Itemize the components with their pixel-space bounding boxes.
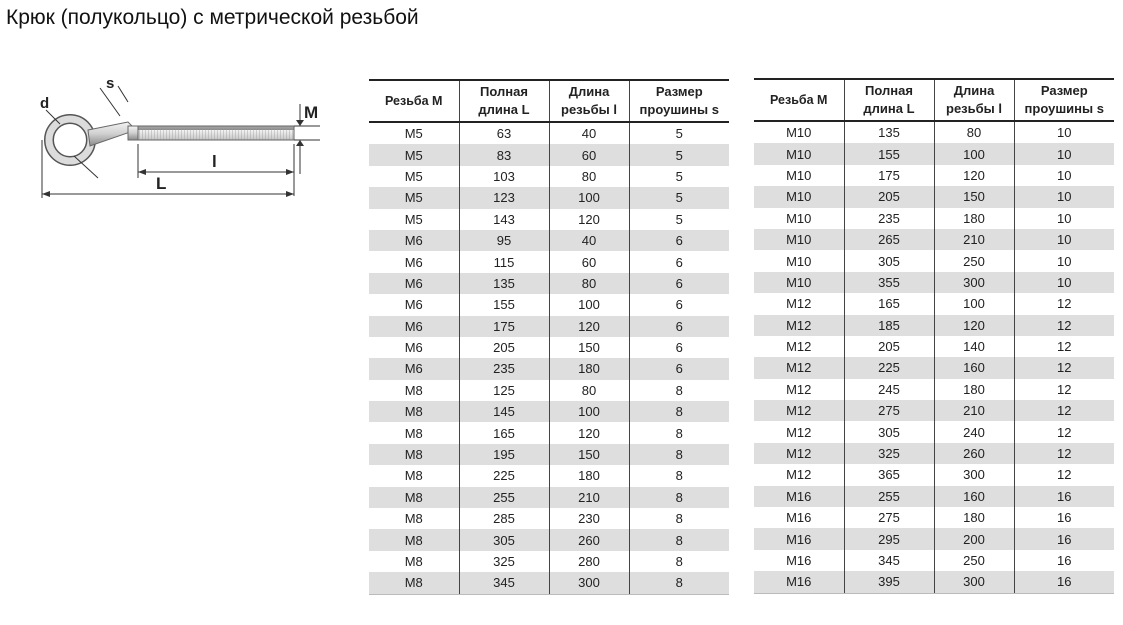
table-cell: 260: [549, 529, 629, 550]
table-row: [754, 165, 1114, 186]
table-cell: M12: [786, 339, 812, 355]
table-cell: 100: [549, 401, 629, 422]
table-row: [754, 336, 1114, 357]
table-row: [754, 421, 1114, 442]
table-cell: M12: [786, 467, 812, 483]
table-row: [754, 208, 1114, 229]
table-cell: 175: [844, 165, 934, 186]
table-cell: 100: [549, 294, 629, 315]
table-cell: 205: [459, 337, 549, 358]
table-cell: M16: [786, 553, 812, 568]
table-cell: M8: [369, 572, 459, 594]
table-cell: M10: [754, 229, 844, 250]
table-cell: 255: [844, 486, 934, 507]
table-cell: 150: [549, 444, 629, 465]
table-cell: 80: [549, 166, 629, 187]
column-header: [549, 80, 629, 122]
table-cell: 12: [1014, 336, 1114, 357]
table-cell: M6: [404, 340, 423, 356]
column-header: [1014, 79, 1114, 121]
table-row: [754, 250, 1114, 271]
table-cell: 255: [459, 487, 549, 508]
table-cell: M5: [369, 187, 459, 208]
table-cell: M5: [404, 126, 423, 142]
table-row: [754, 315, 1114, 336]
table-cell: 10: [1014, 121, 1114, 143]
table-cell: 10: [1014, 208, 1114, 229]
table-cell: M8: [369, 529, 459, 550]
table-cell: 16: [1014, 486, 1114, 507]
table-row: [369, 465, 729, 486]
table-row: [754, 143, 1114, 164]
label-l-large: L: [156, 174, 167, 193]
table-cell: 95: [459, 230, 549, 251]
table-cell: 80: [549, 380, 629, 401]
table-cell: 120: [934, 315, 1014, 336]
table-cell: 180: [549, 358, 629, 379]
table-cell: M8: [404, 554, 423, 569]
column-header: [844, 79, 934, 121]
table-cell: 150: [549, 337, 629, 358]
table-cell: M10: [754, 143, 844, 164]
table-cell: 345: [459, 572, 549, 594]
table-row: [754, 229, 1114, 250]
table-cell: 40: [549, 122, 629, 144]
table-row: [369, 187, 729, 208]
column-header-line: Резьба M: [770, 93, 828, 107]
table-row: [369, 230, 729, 251]
table-cell: 5: [629, 122, 729, 144]
table-cell: M16: [786, 510, 812, 526]
table-cell: 210: [549, 487, 629, 508]
table-cell: 365: [844, 464, 934, 485]
table-cell: 83: [459, 144, 549, 165]
table-row: [754, 400, 1114, 421]
column-header-line: Длина: [953, 83, 995, 98]
table-cell: 10: [1014, 272, 1114, 293]
table-cell: M6: [369, 230, 459, 251]
table-cell: 60: [549, 144, 629, 165]
table-row: [369, 251, 729, 272]
table-cell: 100: [934, 143, 1014, 164]
table-cell: M12: [786, 381, 812, 397]
label-m: M: [304, 103, 319, 122]
table-cell: 6: [629, 294, 729, 315]
table-cell: 275: [844, 400, 934, 421]
table-cell: 100: [934, 293, 1014, 314]
table-cell: 5: [629, 187, 729, 208]
table-cell: 180: [934, 507, 1014, 528]
table-cell: M16: [754, 528, 844, 549]
table-cell: 63: [459, 122, 549, 144]
table-cell: 10: [1014, 186, 1114, 207]
table-cell: 305: [844, 421, 934, 442]
column-header: [369, 80, 459, 122]
column-header-line: длина L: [478, 102, 530, 117]
table-cell: M6: [369, 358, 459, 379]
table-cell: M5: [404, 168, 423, 184]
table-cell: 230: [549, 508, 629, 529]
table-cell: 305: [844, 250, 934, 271]
spec-table-right: [754, 78, 1114, 594]
table-cell: 145: [459, 401, 549, 422]
table-cell: 80: [934, 121, 1014, 143]
table-cell: 200: [934, 528, 1014, 549]
table-cell: 295: [844, 528, 934, 549]
table-row: [754, 379, 1114, 400]
table-cell: 8: [629, 465, 729, 486]
label-d: d: [40, 95, 50, 112]
table-row: [369, 487, 729, 508]
table-cell: 195: [459, 444, 549, 465]
table-cell: 60: [549, 251, 629, 272]
table-cell: 120: [934, 165, 1014, 186]
table-cell: 12: [1014, 379, 1114, 400]
table-row: [369, 209, 729, 230]
table-cell: 12: [1014, 443, 1114, 464]
table-cell: 120: [549, 422, 629, 443]
table-cell: 12: [1014, 315, 1114, 336]
table-cell: 300: [934, 571, 1014, 593]
table-cell: 300: [934, 464, 1014, 485]
table-cell: 6: [629, 251, 729, 272]
table-cell: 8: [629, 529, 729, 550]
table-cell: 8: [629, 401, 729, 422]
table-cell: 205: [844, 186, 934, 207]
column-header-line: Полная: [865, 83, 913, 98]
table-row: [369, 316, 729, 337]
table-cell: 180: [549, 465, 629, 486]
table-cell: 210: [934, 400, 1014, 421]
column-header: [754, 79, 844, 121]
spec-table-left: [369, 79, 729, 595]
hook-diagram: [28, 66, 338, 216]
table-cell: M12: [786, 296, 812, 312]
table-cell: 8: [629, 551, 729, 572]
table-row: [369, 551, 729, 572]
table-cell: M12: [754, 443, 844, 464]
table-cell: M6: [404, 297, 423, 313]
table-cell: M10: [786, 125, 812, 141]
table-cell: 40: [549, 230, 629, 251]
table-cell: 265: [844, 229, 934, 250]
table-row: [369, 572, 729, 594]
table-cell: M8: [404, 468, 423, 484]
table-cell: 6: [629, 358, 729, 379]
table-cell: 205: [844, 336, 934, 357]
table-cell: M8: [369, 401, 459, 422]
table-cell: M6: [404, 254, 423, 270]
table-cell: 150: [934, 186, 1014, 207]
column-header: [459, 80, 549, 122]
label-l-small: l: [212, 152, 217, 171]
table-cell: 210: [934, 229, 1014, 250]
table-cell: 160: [934, 486, 1014, 507]
column-header-line: Резьба M: [385, 94, 443, 108]
table-cell: 280: [549, 551, 629, 572]
column-header-line: Длина: [568, 84, 610, 99]
table-cell: 100: [549, 187, 629, 208]
table-cell: 12: [1014, 464, 1114, 485]
table-cell: 305: [459, 529, 549, 550]
table-row: [369, 508, 729, 529]
table-cell: 140: [934, 336, 1014, 357]
table-header-row: [754, 79, 1114, 121]
table-cell: 12: [1014, 421, 1114, 442]
column-header: [934, 79, 1014, 121]
label-s: s: [106, 75, 115, 92]
table-cell: 225: [844, 357, 934, 378]
table-cell: 175: [459, 316, 549, 337]
table-cell: M10: [786, 210, 812, 226]
table-cell: 5: [629, 209, 729, 230]
table-cell: 120: [549, 209, 629, 230]
column-header: [629, 80, 729, 122]
table-cell: 8: [629, 444, 729, 465]
table-row: [754, 486, 1114, 507]
table-cell: 8: [629, 508, 729, 529]
table-cell: 155: [844, 143, 934, 164]
table-row: [369, 337, 729, 358]
table-cell: 160: [934, 357, 1014, 378]
table-cell: 16: [1014, 507, 1114, 528]
table-cell: 240: [934, 421, 1014, 442]
table-cell: M8: [404, 511, 423, 527]
table-row: [754, 550, 1114, 571]
table-cell: 250: [934, 550, 1014, 571]
table-cell: M10: [786, 167, 812, 183]
table-cell: 115: [459, 251, 549, 272]
table-row: [754, 121, 1114, 143]
table-cell: 16: [1014, 571, 1114, 593]
table-cell: 325: [459, 551, 549, 572]
table-body: [754, 121, 1114, 593]
table-cell: M12: [754, 315, 844, 336]
table-cell: 225: [459, 465, 549, 486]
table-cell: 12: [1014, 400, 1114, 421]
column-header-line: резьбы l: [946, 101, 1002, 116]
hook-thread: [138, 126, 294, 140]
page-title: Крюк (полукольцо) с метрической резьбой: [6, 6, 419, 29]
table-cell: 10: [1014, 165, 1114, 186]
table-row: [754, 357, 1114, 378]
table-row: [369, 144, 729, 165]
table-cell: 135: [459, 273, 549, 294]
table-cell: 80: [549, 273, 629, 294]
table-cell: 6: [629, 230, 729, 251]
table-cell: 300: [549, 572, 629, 594]
table-cell: M5: [369, 144, 459, 165]
table-row: [369, 380, 729, 401]
table-cell: 6: [629, 337, 729, 358]
table-cell: 395: [844, 571, 934, 593]
table-cell: M6: [369, 316, 459, 337]
table-row: [369, 358, 729, 379]
table-cell: 8: [629, 487, 729, 508]
table-cell: 16: [1014, 528, 1114, 549]
table-cell: M16: [754, 571, 844, 593]
table-cell: 12: [1014, 357, 1114, 378]
table-cell: M8: [369, 487, 459, 508]
table-cell: M12: [754, 357, 844, 378]
table-cell: 8: [629, 422, 729, 443]
table-cell: 16: [1014, 550, 1114, 571]
table-row: [369, 273, 729, 294]
table-cell: 10: [1014, 229, 1114, 250]
table-cell: 250: [934, 250, 1014, 271]
table-cell: 180: [934, 208, 1014, 229]
table-cell: M10: [754, 186, 844, 207]
column-header-line: проушины s: [1024, 101, 1104, 116]
table-row: [369, 444, 729, 465]
table-row: [754, 443, 1114, 464]
table-row: [754, 507, 1114, 528]
table-body: [369, 122, 729, 594]
column-header-line: проушины s: [639, 102, 719, 117]
table-cell: 6: [629, 316, 729, 337]
table-cell: 143: [459, 209, 549, 230]
table-cell: 10: [1014, 143, 1114, 164]
table-cell: 180: [934, 379, 1014, 400]
table-cell: 165: [844, 293, 934, 314]
table-cell: 325: [844, 443, 934, 464]
table-cell: 300: [934, 272, 1014, 293]
table-cell: 285: [459, 508, 549, 529]
table-cell: 120: [549, 316, 629, 337]
table-cell: 6: [629, 273, 729, 294]
table-cell: M8: [404, 382, 423, 398]
table-cell: M6: [369, 273, 459, 294]
table-row: [369, 294, 729, 315]
table-cell: M8: [404, 425, 423, 441]
table-row: [754, 293, 1114, 314]
table-cell: 155: [459, 294, 549, 315]
table-cell: 355: [844, 272, 934, 293]
table-cell: M10: [754, 272, 844, 293]
column-header-line: резьбы l: [561, 102, 617, 117]
table-cell: 10: [1014, 250, 1114, 271]
table-row: [754, 186, 1114, 207]
table-cell: 5: [629, 166, 729, 187]
table-row: [754, 571, 1114, 593]
table-cell: 260: [934, 443, 1014, 464]
table-cell: M16: [754, 486, 844, 507]
table-row: [369, 422, 729, 443]
table-cell: 235: [459, 358, 549, 379]
table-cell: M12: [754, 400, 844, 421]
table-cell: 8: [629, 380, 729, 401]
column-header-line: Полная: [480, 84, 528, 99]
table-row: [369, 529, 729, 550]
table-row: [369, 401, 729, 422]
table-cell: 165: [459, 422, 549, 443]
table-cell: 103: [459, 166, 549, 187]
column-header-line: Размер: [655, 84, 703, 99]
table-cell: 135: [844, 121, 934, 143]
table-cell: M8: [369, 444, 459, 465]
table-cell: 185: [844, 315, 934, 336]
table-row: [369, 166, 729, 187]
table-cell: M5: [404, 211, 423, 227]
table-cell: 8: [629, 572, 729, 594]
table-cell: M12: [786, 424, 812, 440]
table-cell: 345: [844, 550, 934, 571]
table-row: [754, 464, 1114, 485]
table-cell: 235: [844, 208, 934, 229]
table-cell: 125: [459, 380, 549, 401]
table-cell: 123: [459, 187, 549, 208]
table-cell: 275: [844, 507, 934, 528]
table-header-row: [369, 80, 729, 122]
table-cell: 5: [629, 144, 729, 165]
table-cell: 12: [1014, 293, 1114, 314]
column-header-line: Размер: [1040, 83, 1088, 98]
table-row: [754, 528, 1114, 549]
table-row: [754, 272, 1114, 293]
table-cell: M10: [786, 253, 812, 269]
column-header-line: длина L: [863, 101, 915, 116]
table-row: [369, 122, 729, 144]
table-cell: 245: [844, 379, 934, 400]
